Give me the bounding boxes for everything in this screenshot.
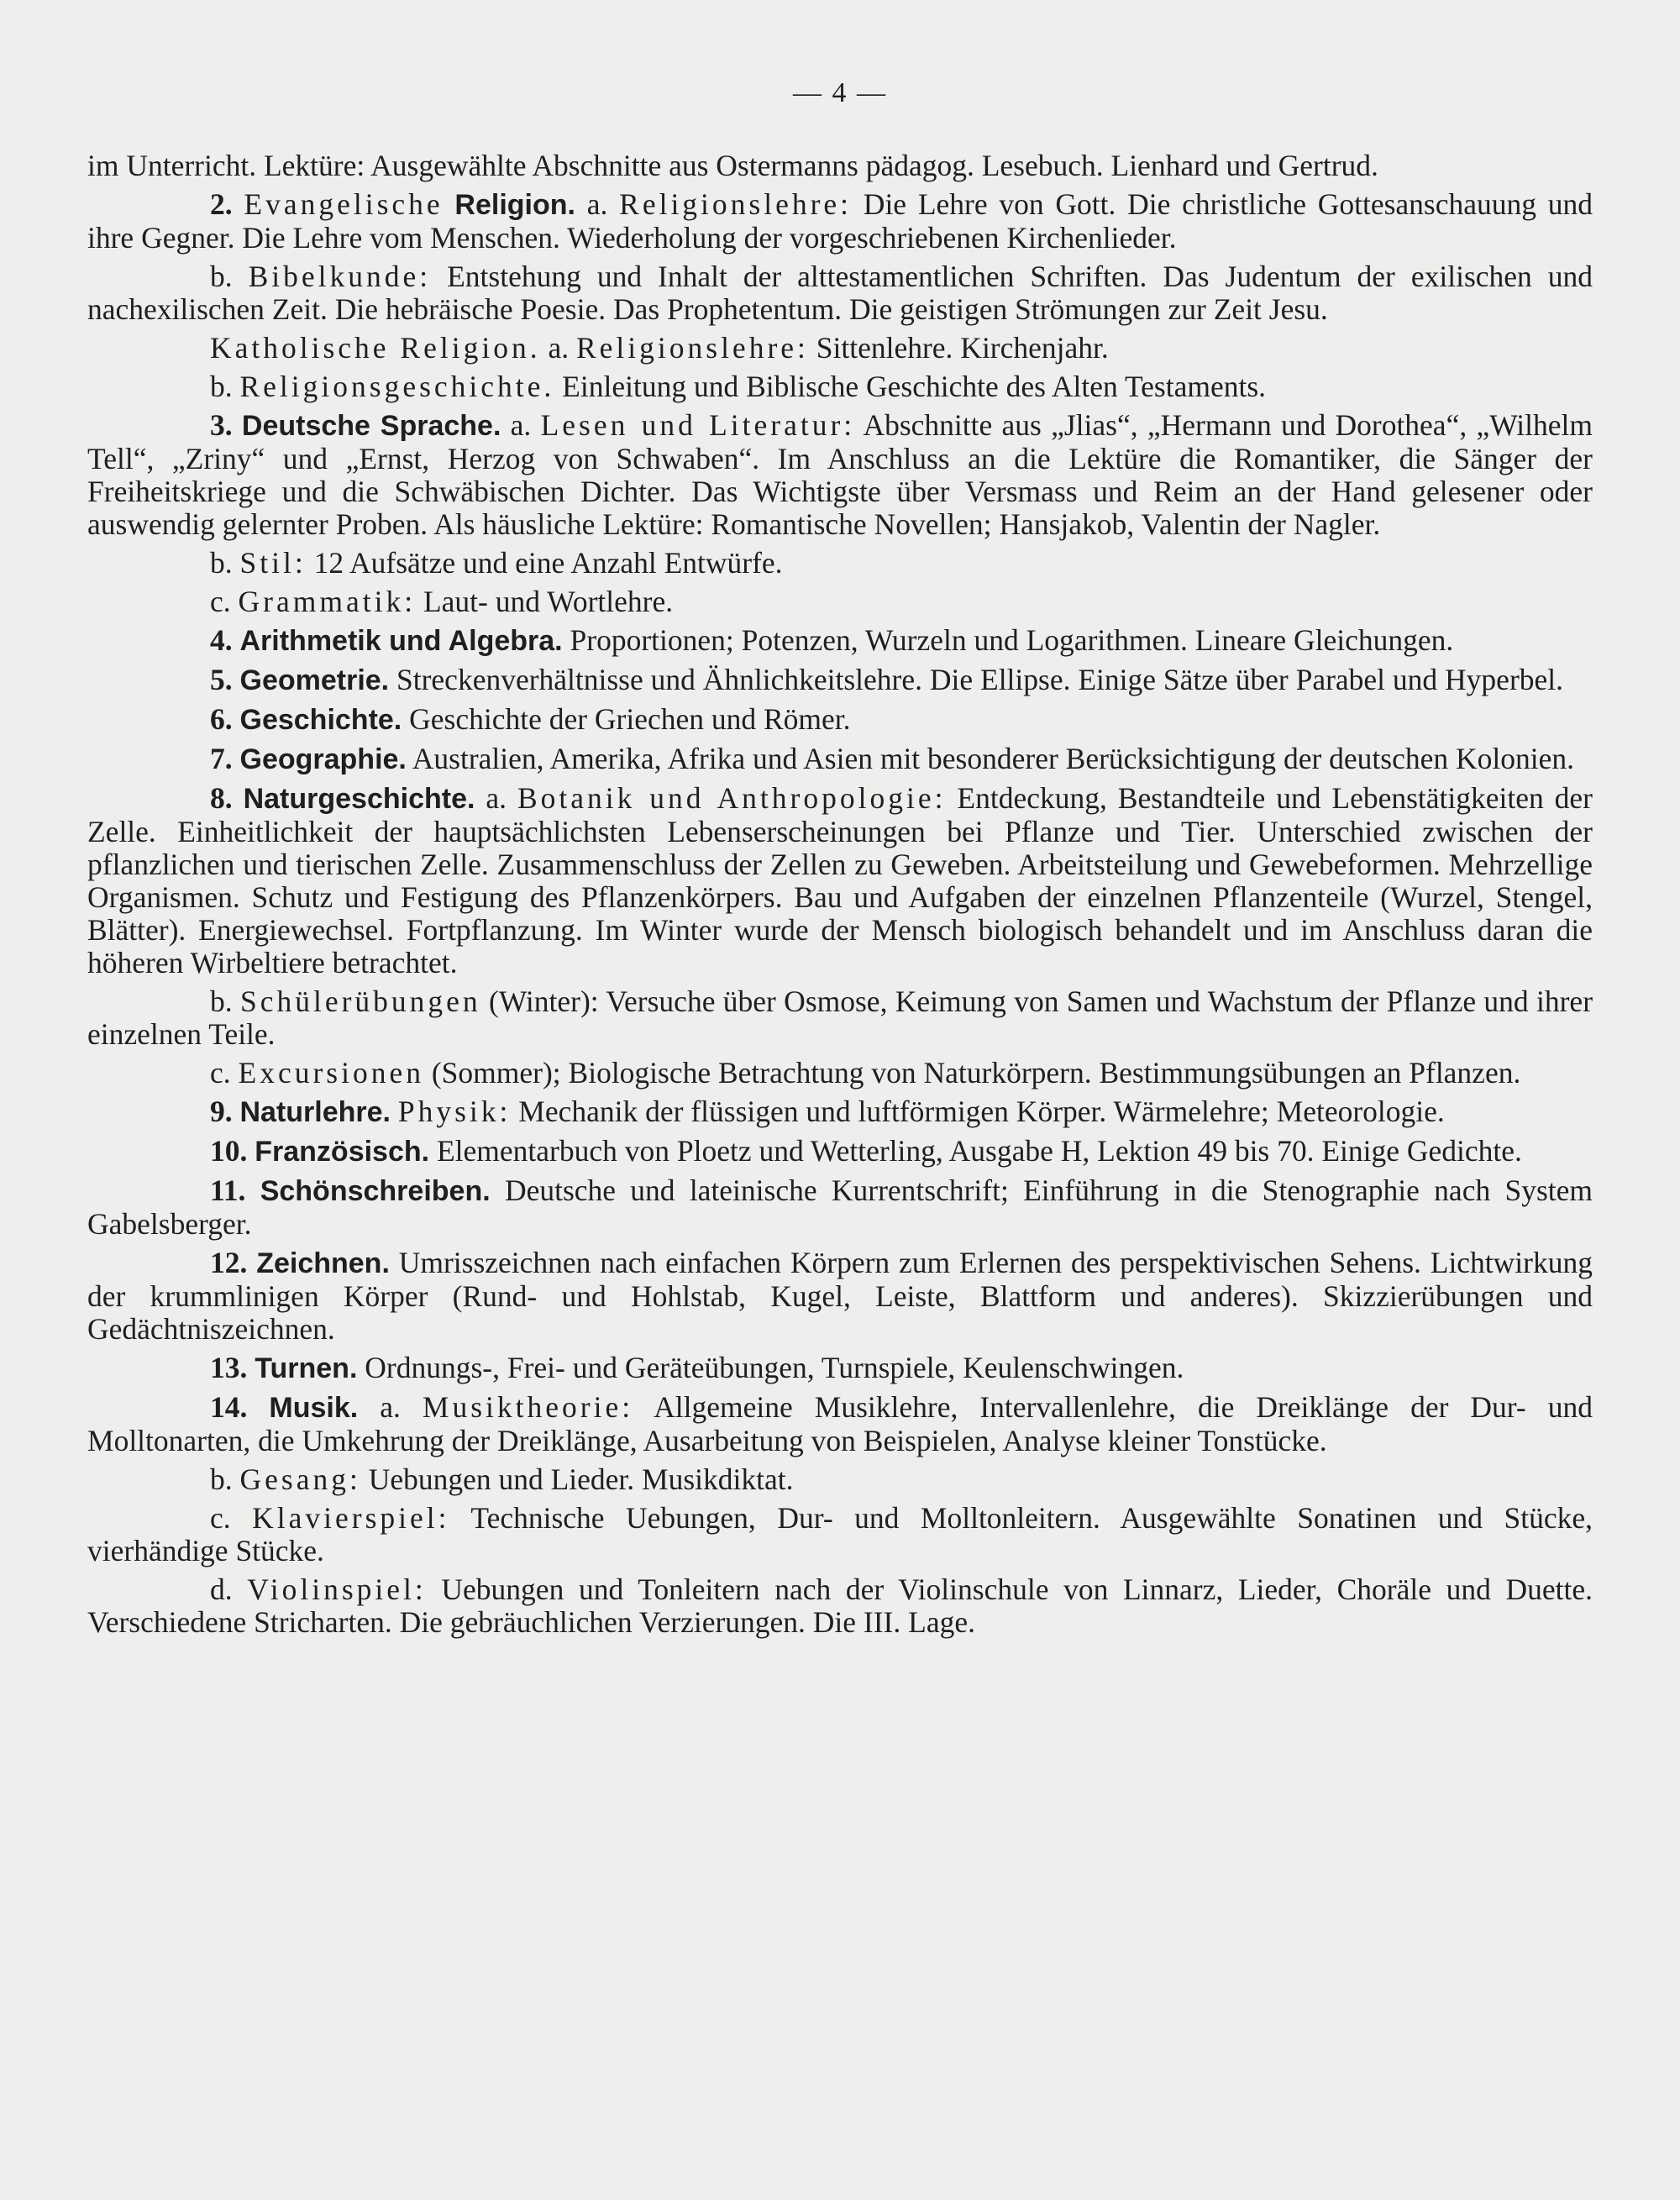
text-run: b.: [210, 1462, 240, 1496]
text-run: Elementarbuch von Ploetz und Wetterling, Ausgabe H, Lektion 49 bis 70. Einige Gedichte.: [429, 1134, 1522, 1168]
section-number: 10.: [210, 1134, 255, 1168]
text-run: c.: [210, 1056, 239, 1089]
spaced-term: Violinspiel:: [247, 1573, 427, 1606]
paragraph: [87, 1502, 1593, 1567]
text-run: Streckenverhältnisse und Ähnlichkeitslehre. Die Ellipse. Einige Sätze über Parabel und Hyperbel.: [389, 663, 1564, 696]
section-number: 13.: [210, 1351, 255, 1384]
paragraph: [87, 188, 1593, 255]
spaced-term: Schülerübungen: [239, 984, 481, 1018]
section-number: 2.: [210, 187, 244, 221]
paragraph: [87, 782, 1593, 979]
paragraph: [87, 1573, 1593, 1639]
spaced-term: Evangelische: [244, 187, 444, 221]
paragraph: [87, 985, 1593, 1051]
text-run: [391, 1095, 398, 1128]
section-number: 9.: [210, 1095, 240, 1128]
subject-heading: Religion.: [454, 189, 575, 221]
subject-heading: Naturgeschichte.: [243, 783, 475, 815]
text-run: c.: [210, 1501, 253, 1535]
spaced-term: Musiktheorie:: [422, 1390, 634, 1424]
text-run: Uebungen und Lieder. Musikdiktat.: [360, 1462, 794, 1496]
spaced-term: Excursionen: [238, 1056, 424, 1089]
subject-heading: Geographie.: [239, 743, 407, 775]
subject-heading: Musik.: [269, 1392, 359, 1424]
spaced-term: Gesang:: [239, 1462, 361, 1496]
text-run: a.: [540, 331, 576, 365]
paragraph: [87, 332, 1593, 365]
text-run: Geschichte der Griechen und Römer.: [402, 702, 851, 736]
paragraph: [87, 743, 1593, 776]
text-run: Mechanik der flüssigen und luftförmigen Körper. Wärmelehre; Meteorologie.: [511, 1095, 1445, 1128]
spaced-term: Religionsgeschichte.: [239, 370, 555, 403]
text-run: Einleitung und Biblische Geschichte des Alten Testaments.: [554, 370, 1267, 403]
paragraph: [87, 1463, 1593, 1496]
section-number: 14.: [210, 1390, 270, 1424]
section-number: 8.: [210, 781, 244, 815]
paragraph: [87, 1095, 1593, 1129]
section-number: 4.: [210, 623, 240, 657]
text-run: im Unterricht. Lektüre: Ausgewählte Abschnitte aus Ostermanns pädagog. Lesebuch. Lienhard und Gertrud.: [87, 149, 1378, 182]
paragraph: [87, 703, 1593, 737]
text-run: Proportionen; Potenzen, Wurzeln und Logarithmen. Lineare Gleichungen.: [562, 623, 1454, 657]
spaced-term: Botanik und Anthropologie:: [517, 781, 947, 815]
spaced-term: Katholische Religion.: [210, 331, 541, 365]
subject-heading: Naturlehre.: [239, 1096, 391, 1128]
section-number: 12.: [210, 1246, 257, 1279]
paragraph: [87, 1352, 1593, 1385]
text-run: Australien, Amerika, Afrika und Asien mit besonderer Berücksichtigung der deutschen Kolonien.: [406, 742, 1574, 775]
paragraph: [87, 624, 1593, 658]
paragraph: [87, 370, 1593, 403]
subject-heading: Geometrie.: [239, 664, 390, 696]
text-run: Umrisszeichnen nach einfachen Körpern zum Erlernen des perspektivischen Sehens. Lichtwirkung der krummlinigen Körper (Rund- und Hohlstab, Kugel, Leiste, Blattform und anderes). Skizzierübungen und Gedächtniszeichnen.: [87, 1246, 1593, 1346]
paragraph: [87, 547, 1593, 580]
section-number: 3.: [210, 408, 242, 442]
paragraph: [87, 664, 1593, 697]
text-run: a.: [501, 408, 541, 442]
text-run: Entstehung und Inhalt der alttestamentlichen Schriften. Das Judentum der exilischen und nachexilischen Zeit. Die hebräische Poesie. Das Prophetentum. Die geistigen Strömungen zur Zeit Jesu.: [87, 260, 1593, 326]
paragraph: [87, 1174, 1593, 1241]
subject-heading: Zeichnen.: [256, 1247, 390, 1279]
page-number: — 4 —: [793, 77, 887, 108]
text-run: (Sommer); Biologische Betrachtung von Naturkörpern. Bestimmungsübungen an Pflanzen.: [423, 1056, 1521, 1089]
subject-heading: Französisch.: [255, 1136, 430, 1168]
spaced-term: Religionslehre:: [575, 331, 809, 365]
text-run: Ordnungs-, Frei- und Geräteübungen, Turnspiele, Keulenschwingen.: [357, 1351, 1184, 1384]
text-run: c.: [210, 585, 239, 618]
text-run: Entdeckung, Bestandteile und Lebenstätigkeiten der Zelle. Einheitlichkeit der hauptsächlichsten Lebenserscheinungen bei Pflanze und Tier. Unterschied zwischen der pflanzlichen und tierischen Zelle. Zusammenschluss der Zellen zu Geweben. Arbeitsteilung und Gewebeformen. Mehrzellige Organismen. Schutz und Festigung des Pflanzenkörpers. Bau und Aufgaben der einzelnen Pflanzenteile (Wurzel, Stengel, Blätter). Energiewechsel. Fortpflanzung. Im Winter wurde der Mensch biologisch behandelt und im Anschluss daran die höheren Wirbeltiere betrachtet.: [87, 781, 1593, 979]
text-run: a.: [575, 187, 620, 221]
body-text: [87, 150, 1593, 1645]
spaced-term: Grammatik:: [238, 585, 417, 618]
subject-heading: Arithmetik und Algebra.: [239, 625, 563, 657]
spaced-term: Religionslehre:: [619, 187, 853, 221]
paragraph: [87, 150, 1593, 182]
section-number: 6.: [210, 702, 240, 736]
paragraph: [87, 409, 1593, 541]
paragraph: [87, 1247, 1593, 1346]
paragraph: [87, 260, 1593, 326]
text-run: [444, 187, 455, 221]
spaced-term: Stil:: [239, 546, 307, 580]
section-number: 5.: [210, 663, 240, 696]
text-run: Technische Uebungen, Dur- und Molltonleitern. Ausgewählte Sonatinen und Stücke, vierhändige Stücke.: [87, 1501, 1593, 1567]
subject-heading: Deutsche Sprache.: [241, 410, 501, 442]
spaced-term: Klavierspiel:: [252, 1501, 450, 1535]
section-number: 7.: [210, 742, 240, 775]
paragraph: [87, 1057, 1593, 1089]
spaced-term: Bibelkunde:: [248, 260, 432, 293]
subject-heading: Turnen.: [255, 1352, 358, 1384]
text-run: a.: [358, 1390, 423, 1424]
text-run: d.: [210, 1573, 248, 1606]
text-run: Laut- und Wortlehre.: [416, 585, 674, 618]
section-number: 11.: [210, 1174, 260, 1207]
paragraph: [87, 1135, 1593, 1168]
text-run: (Winter): Versuche über Osmose, Keimung von Samen und Wachstum der Pflanze und ihrer einzelnen Teile.: [87, 984, 1593, 1051]
text-run: b.: [210, 370, 240, 403]
text-run: Sittenlehre. Kirchenjahr.: [808, 331, 1109, 365]
text-run: Uebungen und Tonleitern nach der Violinschule von Linnarz, Lieder, Choräle und Duette. Verschiedene Stricharten. Die gebräuchlichen Verzierungen. Die III. Lage.: [87, 1573, 1593, 1639]
text-run: Allgemeine Musiklehre, Intervallenlehre, die Dreiklänge der Dur- und Molltonarten, die Umkehrung der Dreiklänge, Ausarbeitung von Beispielen, Analyse kleiner Tonstücke.: [87, 1390, 1593, 1457]
text-run: Die Lehre von Gott. Die christliche Gottesanschauung und ihre Gegner. Die Lehre vom Menschen. Wiederholung der vorgeschriebenen Kirchenlieder.: [87, 187, 1593, 255]
spaced-term: Physik:: [397, 1095, 512, 1128]
paragraph: [87, 585, 1593, 618]
subject-heading: Geschichte.: [239, 704, 402, 736]
text-run: b.: [210, 984, 240, 1018]
spaced-term: Lesen und Literatur:: [540, 408, 856, 442]
text-run: Abschnitte aus „Jlias“, „Hermann und Dorothea“, „Wilhelm Tell“, „Zriny“ und „Ernst, Herzog von Schwaben“. Im Anschluss an die Lektüre die Romantiker, die Sänger der Freiheitskriege und die Schwäbischen Dichter. Das Wichtigste über Versmass und Reim an der Hand gelesener oder auswendig gelernter Proben. Als häusliche Lektüre: Romantische Novellen; Hansjakob, Valentin der Nagler.: [87, 408, 1593, 541]
text-run: Deutsche und lateinische Kurrentschrift; Einführung in die Stenographie nach System Gabelsberger.: [87, 1174, 1593, 1241]
text-run: b.: [210, 260, 249, 293]
text-run: 12 Aufsätze und eine Anzahl Entwürfe.: [306, 546, 783, 580]
text-run: a.: [475, 781, 517, 815]
paragraph: [87, 1391, 1593, 1457]
text-run: b.: [210, 546, 240, 580]
subject-heading: Schönschreiben.: [260, 1175, 491, 1207]
